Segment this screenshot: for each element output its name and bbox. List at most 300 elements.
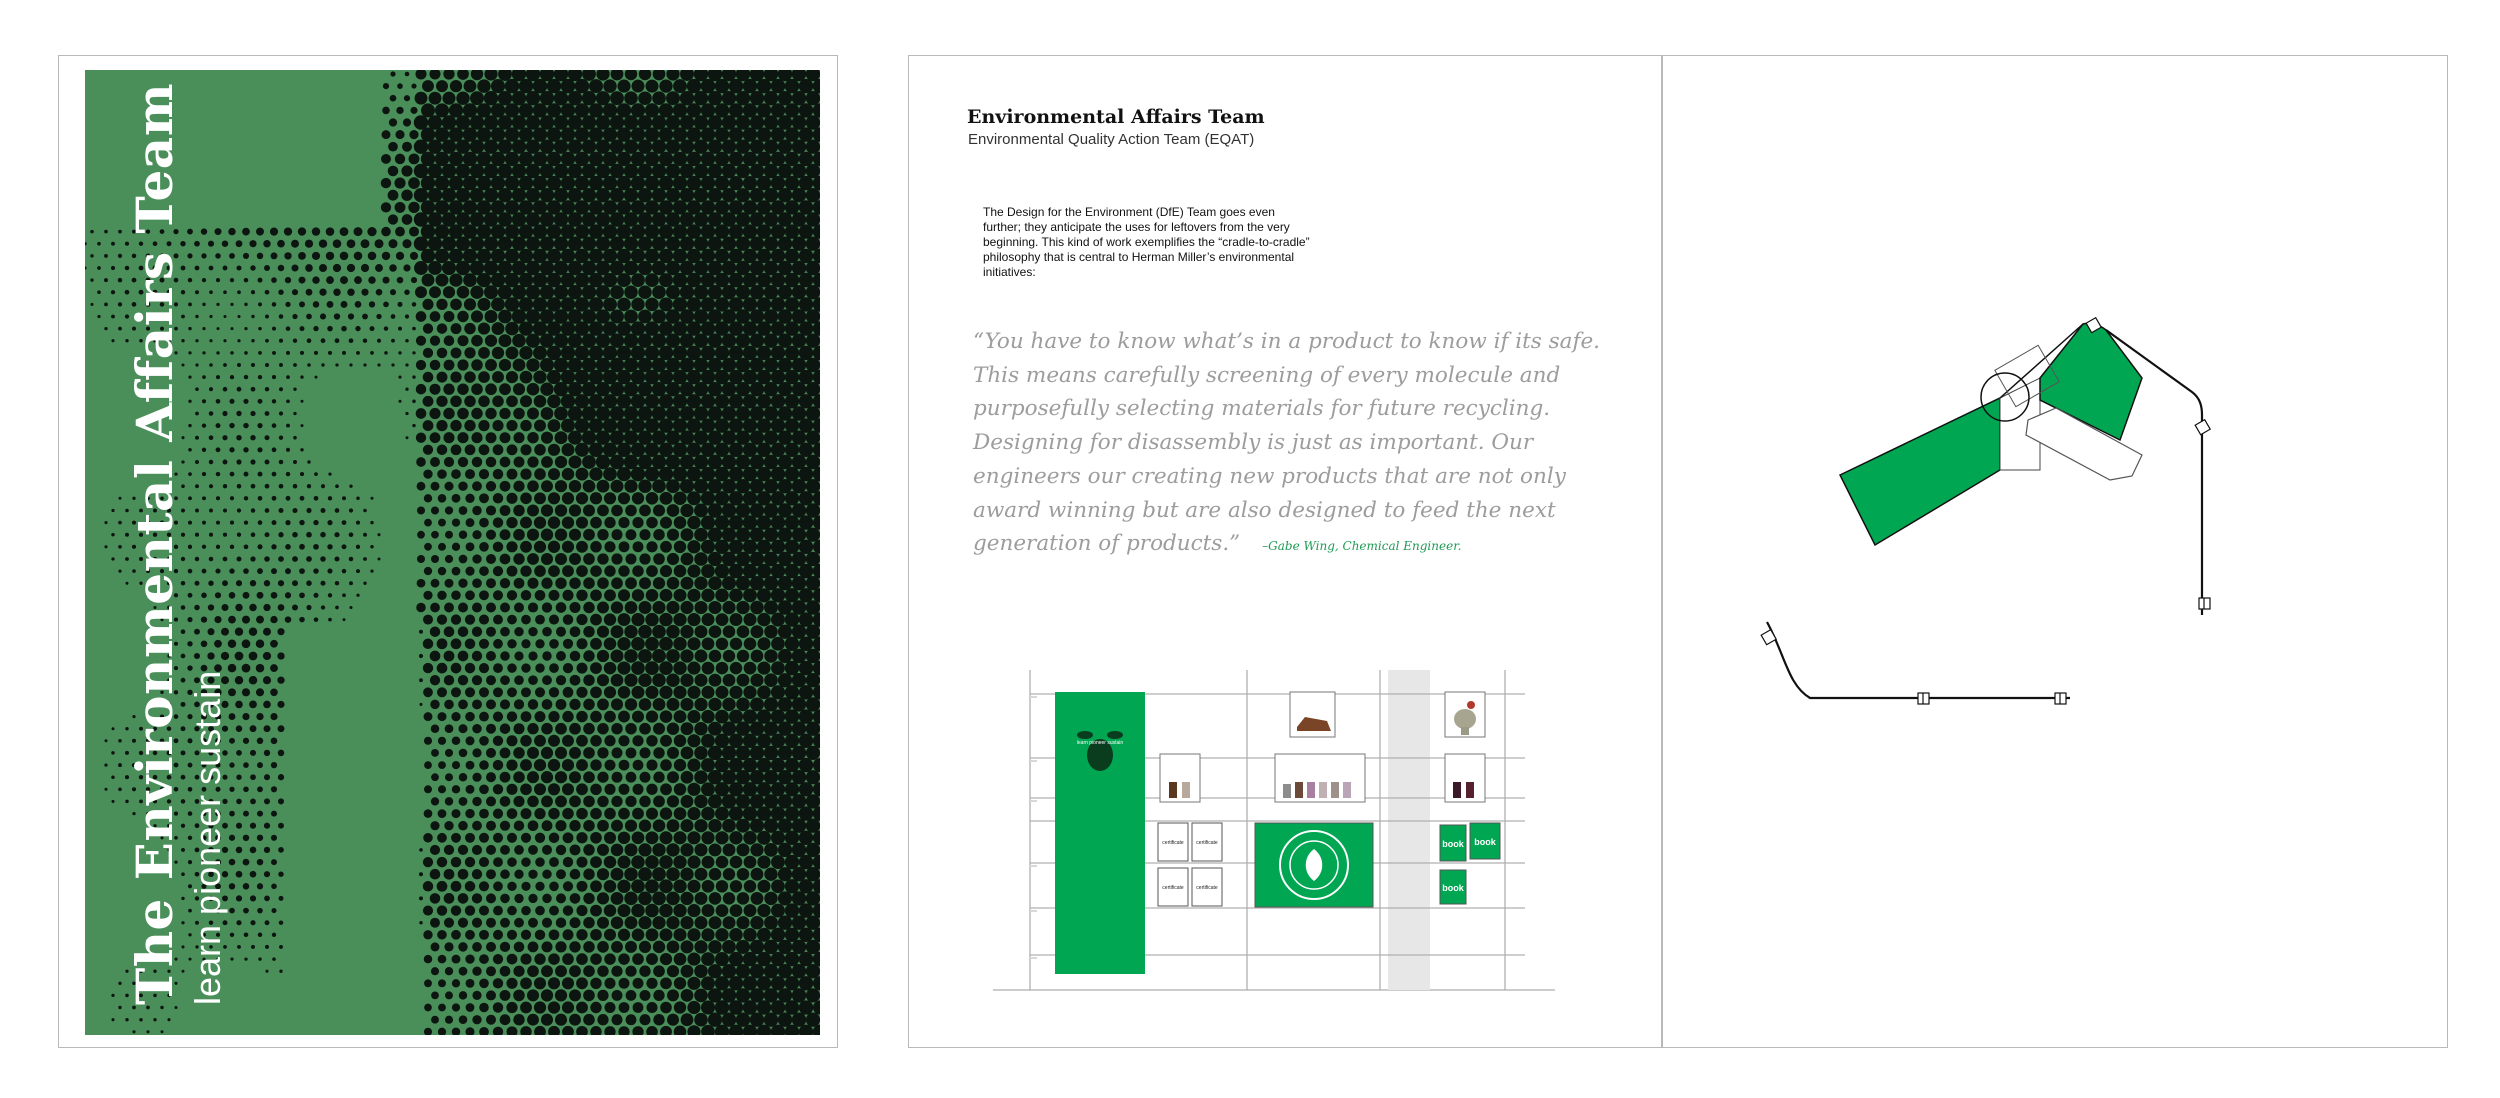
halftone-dot	[603, 127, 617, 141]
halftone-dot	[610, 431, 624, 445]
halftone-dot	[452, 1003, 460, 1011]
halftone-dot	[563, 639, 573, 649]
halftone-dot	[491, 224, 505, 238]
halftone-dot	[533, 176, 547, 190]
halftone-dot	[604, 565, 615, 576]
halftone-dot	[597, 747, 608, 758]
cover-subtitle: learn pioneer sustain	[187, 670, 228, 1005]
halftone-dot	[569, 941, 580, 952]
halftone-dot	[307, 460, 310, 463]
halftone-dot	[799, 79, 813, 93]
halftone-dot	[443, 384, 454, 395]
halftone-dot	[792, 649, 806, 663]
halftone-dot	[500, 990, 511, 1001]
halftone-dot	[444, 893, 455, 904]
halftone-dot	[626, 1014, 637, 1025]
halftone-dot	[702, 662, 715, 675]
halftone-dot	[673, 200, 687, 214]
halftone-dot	[792, 697, 806, 711]
halftone-dot	[680, 188, 694, 202]
halftone-dot	[230, 278, 234, 282]
halftone-dot	[384, 351, 388, 355]
halftone-dot	[624, 140, 638, 154]
halftone-dot	[449, 176, 463, 190]
halftone-dot	[792, 285, 806, 299]
halftone-dot	[412, 400, 416, 404]
halftone-dot	[513, 966, 524, 977]
halftone-dot	[514, 675, 524, 685]
halftone-dot	[264, 580, 270, 586]
halftone-dot	[723, 868, 735, 880]
halftone-dot	[376, 314, 381, 319]
halftone-dot	[270, 640, 278, 648]
halftone-dot	[576, 1026, 588, 1035]
halftone-dot	[736, 455, 750, 469]
halftone-dot	[617, 443, 631, 457]
halftone-dot	[228, 228, 235, 235]
halftone-dot	[491, 176, 505, 190]
halftone-dot	[701, 273, 715, 287]
halftone-dot	[118, 545, 122, 549]
halftone-dot	[785, 588, 799, 602]
halftone-dot	[667, 1014, 679, 1026]
halftone-dot	[526, 140, 540, 154]
halftone-dot	[554, 237, 568, 251]
halftone-dot	[590, 565, 602, 577]
halftone-dot	[437, 857, 448, 868]
halftone-dot	[320, 532, 326, 538]
halftone-dot	[625, 505, 637, 517]
halftone-dot	[806, 940, 820, 954]
halftone-dot	[568, 406, 582, 420]
halftone-dot	[570, 844, 581, 855]
halftone-dot	[666, 91, 680, 105]
halftone-dot	[500, 772, 511, 783]
halftone-dot	[477, 224, 491, 238]
halftone-dot	[736, 140, 750, 154]
halftone-dot	[278, 847, 284, 853]
halftone-dot	[414, 140, 428, 154]
halftone-dot	[411, 277, 417, 283]
halftone-dot	[729, 540, 743, 554]
halftone-dot	[428, 261, 442, 275]
halftone-dot	[687, 904, 700, 917]
halftone-dot	[604, 613, 616, 625]
halftone-dot	[750, 431, 764, 445]
halftone-dot	[512, 188, 526, 202]
halftone-dot	[493, 857, 503, 867]
halftone-dot	[589, 79, 603, 93]
halftone-dot	[244, 278, 249, 283]
halftone-dot	[604, 880, 617, 893]
halftone-dot	[500, 869, 510, 879]
halftone-dot	[470, 261, 484, 275]
halftone-dot	[590, 880, 602, 892]
halftone-dot	[491, 103, 505, 117]
halftone-dot	[701, 321, 715, 335]
halftone-dot	[589, 152, 603, 166]
halftone-dot	[457, 408, 469, 420]
halftone-dot	[785, 418, 799, 432]
halftone-dot	[428, 212, 442, 226]
halftone-dot	[382, 252, 390, 260]
halftone-dot	[597, 553, 608, 564]
halftone-dot	[498, 91, 512, 105]
halftone-dot	[292, 289, 298, 295]
halftone-dot	[778, 528, 792, 542]
halftone-dot	[326, 276, 334, 284]
halftone-dot	[430, 626, 440, 636]
halftone-dot	[736, 794, 750, 808]
halftone-dot	[382, 277, 389, 284]
halftone-dot	[500, 918, 510, 928]
halftone-dot	[681, 722, 694, 735]
halftone-dot	[722, 698, 735, 711]
halftone-dot	[778, 673, 792, 687]
halftone-dot	[813, 1000, 820, 1014]
halftone-dot	[652, 237, 666, 251]
halftone-dot	[521, 615, 531, 625]
halftone-dot	[597, 674, 609, 686]
halftone-dot	[687, 394, 701, 408]
halftone-dot	[750, 455, 764, 469]
halftone-dot	[542, 651, 551, 660]
halftone-dot	[541, 553, 553, 565]
halftone-dot	[590, 614, 602, 626]
halftone-dot	[687, 734, 700, 747]
halftone-dot	[457, 432, 468, 443]
halftone-dot	[348, 313, 354, 319]
halftone-dot	[500, 651, 510, 661]
halftone-dot	[229, 762, 234, 767]
halftone-dot	[237, 315, 240, 318]
halftone-dot	[764, 261, 778, 275]
halftone-dot	[527, 747, 539, 759]
halftone-dot	[715, 321, 729, 335]
halftone-dot	[680, 237, 694, 251]
halftone-dot	[452, 979, 460, 987]
halftone-dot	[335, 363, 338, 366]
halftone-dot	[541, 529, 553, 541]
halftone-dot	[263, 676, 271, 684]
halftone-dot	[583, 626, 594, 637]
halftone-dot	[541, 965, 553, 977]
halftone-dot	[785, 370, 799, 384]
halftone-dot	[764, 140, 778, 154]
halftone-dot	[340, 227, 349, 236]
halftone-dot	[568, 309, 582, 323]
halftone-dot	[431, 724, 440, 733]
halftone-dot	[416, 336, 426, 346]
halftone-dot	[314, 472, 318, 476]
halftone-dot	[465, 1027, 474, 1035]
halftone-dot	[528, 941, 539, 952]
halftone-dot	[464, 396, 476, 408]
halftone-dot	[687, 176, 701, 190]
halftone-dot	[423, 445, 433, 455]
halftone-dot	[757, 443, 771, 457]
halftone-dot	[771, 709, 785, 723]
halftone-dot	[478, 347, 490, 359]
halftone-dot	[764, 406, 778, 420]
halftone-dot	[417, 531, 425, 539]
halftone-dot	[750, 552, 764, 566]
halftone-dot	[405, 412, 408, 415]
halftone-dot	[554, 140, 568, 154]
halftone-dot	[618, 808, 630, 820]
halftone-dot	[666, 455, 680, 469]
halftone-dot	[660, 807, 672, 819]
halftone-dot	[464, 371, 475, 382]
halftone-dot	[583, 553, 595, 565]
halftone-dot	[659, 273, 673, 287]
halftone-dot	[493, 639, 503, 649]
halftone-dot	[666, 358, 680, 372]
halftone-dot	[729, 127, 743, 141]
halftone-dot	[792, 916, 806, 930]
halftone-dot	[258, 496, 263, 501]
halftone-dot	[479, 712, 489, 722]
halftone-dot	[785, 758, 799, 772]
halftone-dot	[229, 811, 235, 817]
halftone-dot	[97, 315, 100, 318]
halftone-dot	[577, 881, 588, 892]
halftone-dot	[451, 687, 461, 697]
halftone-dot	[603, 297, 617, 311]
halftone-dot	[444, 675, 454, 685]
halftone-dot	[610, 285, 624, 299]
halftone-dot	[535, 906, 545, 916]
halftone-dot	[785, 346, 799, 360]
halftone-dot	[258, 520, 263, 525]
halftone-dot	[619, 760, 630, 771]
halftone-dot	[493, 736, 503, 746]
halftone-dot	[533, 103, 547, 117]
halftone-dot	[632, 953, 644, 965]
halftone-dot	[625, 820, 637, 832]
halftone-dot	[243, 835, 249, 841]
halftone-dot	[619, 784, 630, 795]
halftone-dot	[792, 164, 806, 178]
halftone-dot	[354, 252, 363, 261]
halftone-dot	[799, 564, 813, 578]
halftone-dot	[472, 1015, 481, 1024]
halftone-dot	[395, 202, 406, 213]
spread-body-text: The Design for the Environment (DfE) Team goes even further; they anticipate the uses for leftovers from the very beginning. This kind of work exemplifies the “cradle-to-cradle” philosophy that is central to Herman Miller’s environmental initiatives:	[983, 205, 1310, 279]
halftone-dot	[681, 989, 694, 1002]
halftone-dot	[653, 529, 664, 540]
halftone-dot	[486, 990, 496, 1000]
halftone-dot	[806, 819, 820, 833]
halftone-dot	[631, 249, 645, 263]
halftone-dot	[729, 103, 743, 117]
halftone-dot	[146, 1030, 149, 1033]
halftone-dot	[687, 273, 701, 287]
halftone-dot	[506, 1002, 517, 1013]
halftone-dot	[716, 638, 728, 650]
halftone-dot	[666, 334, 680, 348]
halftone-dot	[479, 833, 489, 843]
halftone-dot	[638, 164, 652, 178]
halftone-dot	[521, 833, 531, 843]
halftone-dot	[792, 261, 806, 275]
halftone-dot	[638, 285, 651, 298]
halftone-dot	[610, 261, 624, 275]
halftone-dot	[111, 339, 114, 342]
halftone-dot	[708, 819, 721, 832]
halftone-dot	[458, 845, 468, 855]
halftone-dot	[589, 467, 602, 480]
halftone-dot	[486, 627, 496, 637]
halftone-dot	[444, 626, 455, 637]
halftone-dot	[617, 321, 631, 335]
halftone-dot	[547, 249, 561, 263]
halftone-dot	[582, 212, 596, 226]
halftone-dot	[624, 91, 638, 105]
halftone-dot	[521, 906, 531, 916]
halftone-dot	[491, 200, 505, 214]
halftone-dot	[708, 746, 722, 760]
halftone-dot	[771, 685, 785, 699]
halftone-dot	[562, 808, 574, 820]
halftone-dot	[237, 363, 241, 367]
halftone-dot	[548, 977, 560, 989]
halftone-dot	[423, 687, 433, 697]
halftone-dot	[757, 637, 770, 650]
halftone-dot	[736, 261, 750, 275]
halftone-dot	[491, 297, 505, 311]
halftone-dot	[381, 154, 391, 164]
halftone-dot	[792, 358, 806, 372]
halftone-dot	[611, 480, 624, 493]
halftone-dot	[472, 554, 481, 563]
halftone-dot	[416, 360, 426, 370]
certificate-label: certificate	[1196, 885, 1218, 891]
halftone-dot	[278, 872, 283, 877]
halftone-dot	[519, 321, 533, 335]
halftone-dot	[300, 472, 304, 476]
halftone-dot	[799, 1000, 813, 1014]
halftone-dot	[666, 261, 680, 275]
halftone-dot	[611, 723, 622, 734]
halftone-dot	[257, 544, 262, 549]
halftone-dot	[575, 346, 589, 360]
halftone-dot	[687, 783, 700, 796]
halftone-dot	[750, 722, 764, 736]
halftone-dot	[419, 678, 423, 682]
halftone-dot	[575, 176, 589, 190]
halftone-dot	[562, 541, 574, 553]
halftone-dot	[652, 261, 666, 275]
halftone-dot	[471, 383, 483, 395]
halftone-dot	[534, 1026, 546, 1035]
halftone-dot	[596, 358, 610, 372]
halftone-dot	[757, 152, 771, 166]
halftone-dot	[285, 616, 292, 623]
halftone-dot	[631, 443, 645, 457]
halftone-dot	[547, 273, 561, 287]
halftone-dot	[645, 224, 659, 238]
halftone-dot	[660, 1026, 672, 1035]
halftone-dot	[792, 309, 806, 323]
halftone-dot	[631, 152, 645, 166]
halftone-dot	[611, 625, 624, 638]
halftone-dot	[519, 200, 533, 214]
halftone-dot	[792, 794, 806, 808]
halftone-dot	[785, 612, 799, 626]
halftone-dot	[271, 908, 276, 913]
halftone-dot	[631, 904, 644, 917]
halftone-dot	[633, 1002, 644, 1013]
halftone-dot	[624, 261, 638, 275]
halftone-dot	[445, 773, 453, 781]
halftone-dot	[701, 976, 715, 990]
halftone-dot	[554, 285, 568, 299]
halftone-dot	[576, 614, 587, 625]
halftone-dot	[499, 334, 512, 347]
halftone-dot	[472, 918, 482, 928]
halftone-dot	[750, 940, 764, 954]
halftone-dot	[715, 176, 729, 190]
halftone-dot	[583, 699, 595, 711]
halftone-dot	[285, 592, 291, 598]
halftone-dot	[667, 747, 679, 759]
halftone-dot	[486, 918, 496, 928]
halftone-dot	[520, 395, 532, 407]
halftone-dot	[451, 323, 462, 334]
halftone-dot	[409, 130, 418, 139]
halftone-dot	[660, 783, 672, 795]
halftone-dot	[722, 309, 736, 323]
halftone-dot	[632, 589, 644, 601]
halftone-dot	[744, 856, 757, 869]
halftone-dot	[687, 662, 700, 675]
halftone-dot	[771, 540, 785, 554]
halftone-dot	[632, 80, 645, 93]
halftone-dot	[799, 612, 813, 626]
halftone-dot	[576, 808, 588, 820]
halftone-dot	[549, 906, 559, 916]
halftone-dot	[465, 954, 474, 963]
halftone-dot	[435, 176, 449, 190]
halftone-dot	[423, 591, 432, 600]
halftone-dot	[708, 431, 722, 445]
halftone-dot	[708, 115, 722, 129]
halftone-dot	[417, 482, 426, 491]
halftone-dot	[792, 431, 806, 445]
halftone-dot	[493, 833, 503, 843]
halftone-dot	[421, 152, 435, 166]
halftone-dot	[687, 418, 701, 432]
halftone-dot	[535, 882, 544, 891]
halftone-dot	[396, 252, 404, 260]
halftone-dot	[305, 264, 313, 272]
halftone-dot	[597, 529, 608, 540]
halftone-dot	[265, 508, 270, 513]
halftone-dot	[466, 1003, 475, 1012]
halftone-dot	[715, 589, 729, 603]
halftone-dot	[722, 722, 736, 736]
halftone-dot	[660, 492, 673, 505]
halftone-dot	[421, 200, 435, 214]
halftone-dot	[715, 1000, 729, 1014]
halftone-dot	[272, 302, 277, 307]
halftone-dot	[638, 673, 651, 686]
halftone-dot	[555, 965, 567, 977]
halftone-dot	[533, 127, 547, 141]
halftone-dot	[456, 261, 470, 275]
halftone-dot	[757, 224, 771, 238]
